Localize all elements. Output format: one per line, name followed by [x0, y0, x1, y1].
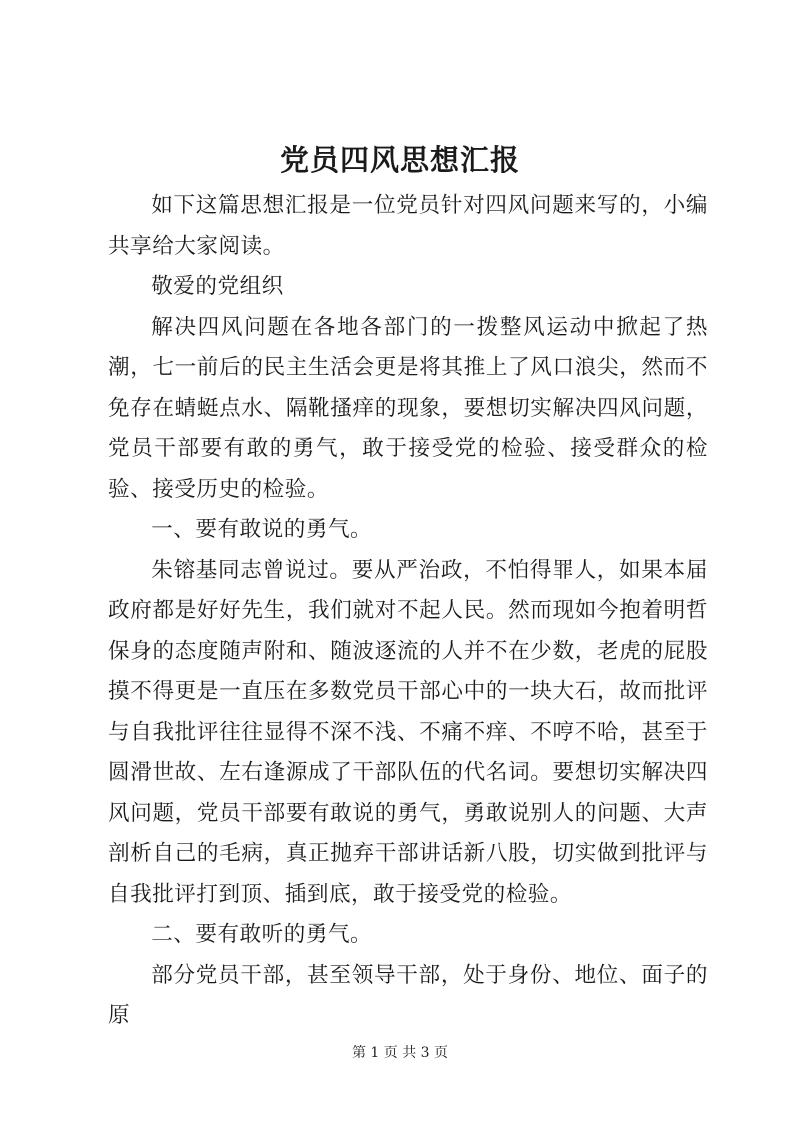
page-footer: 第 1 页 共 3 页 — [351, 1045, 449, 1061]
section-heading: 一、要有敢说的勇气。 — [151, 517, 373, 542]
body-paragraph: 解决四风问题在各地各部门的一拨整风运动中掀起了热潮，七一前后的民主生活会更是将其推上了风口浪尖，然而不免存在蜻蜓点水、隔靴搔痒的现象，要想切实解决四风问题，党员干部要有敢的勇气，敢于接受党的检验、接受群众的检验、接受历史的检验。 — [108, 314, 708, 502]
body-paragraph: 朱镕基同志曾说过。要从严治政，不怕得罪人，如果本届政府都是好好先生，我们就对不起人民。然而现如今抱着明哲保身的态度随声附和、随波逐流的人并不在少数，老虎的屁股摸不得更是一直压在多数党员干部心中的一块大石，故而批评与自我批评往往显得不深不浅、不痛不痒、不哼不哈，甚至于圆滑世故、左右逢源成了干部队伍的代名词。要想切实解决四风问题，党员干部要有敢说的勇气，勇敢说别人的问题、大声剖析自己的毛病，真正抛弃干部讲话新八股，切实做到批评与自我批评打到顶、插到底，敢于接受党的检验。 — [108, 557, 708, 907]
body-paragraph: 部分党员干部，甚至领导干部，处于身份、地位、面子的原 — [108, 962, 708, 1028]
document-title: 党员四风思想汇报 — [279, 143, 520, 177]
document-body — [108, 186, 708, 1037]
section-heading: 二、要有敢听的勇气。 — [151, 922, 373, 947]
salutation: 敬爱的党组织 — [151, 274, 284, 299]
intro-paragraph: 如下这篇思想汇报是一位党员针对四风问题来写的，小编共享给大家阅读。 — [108, 193, 708, 259]
